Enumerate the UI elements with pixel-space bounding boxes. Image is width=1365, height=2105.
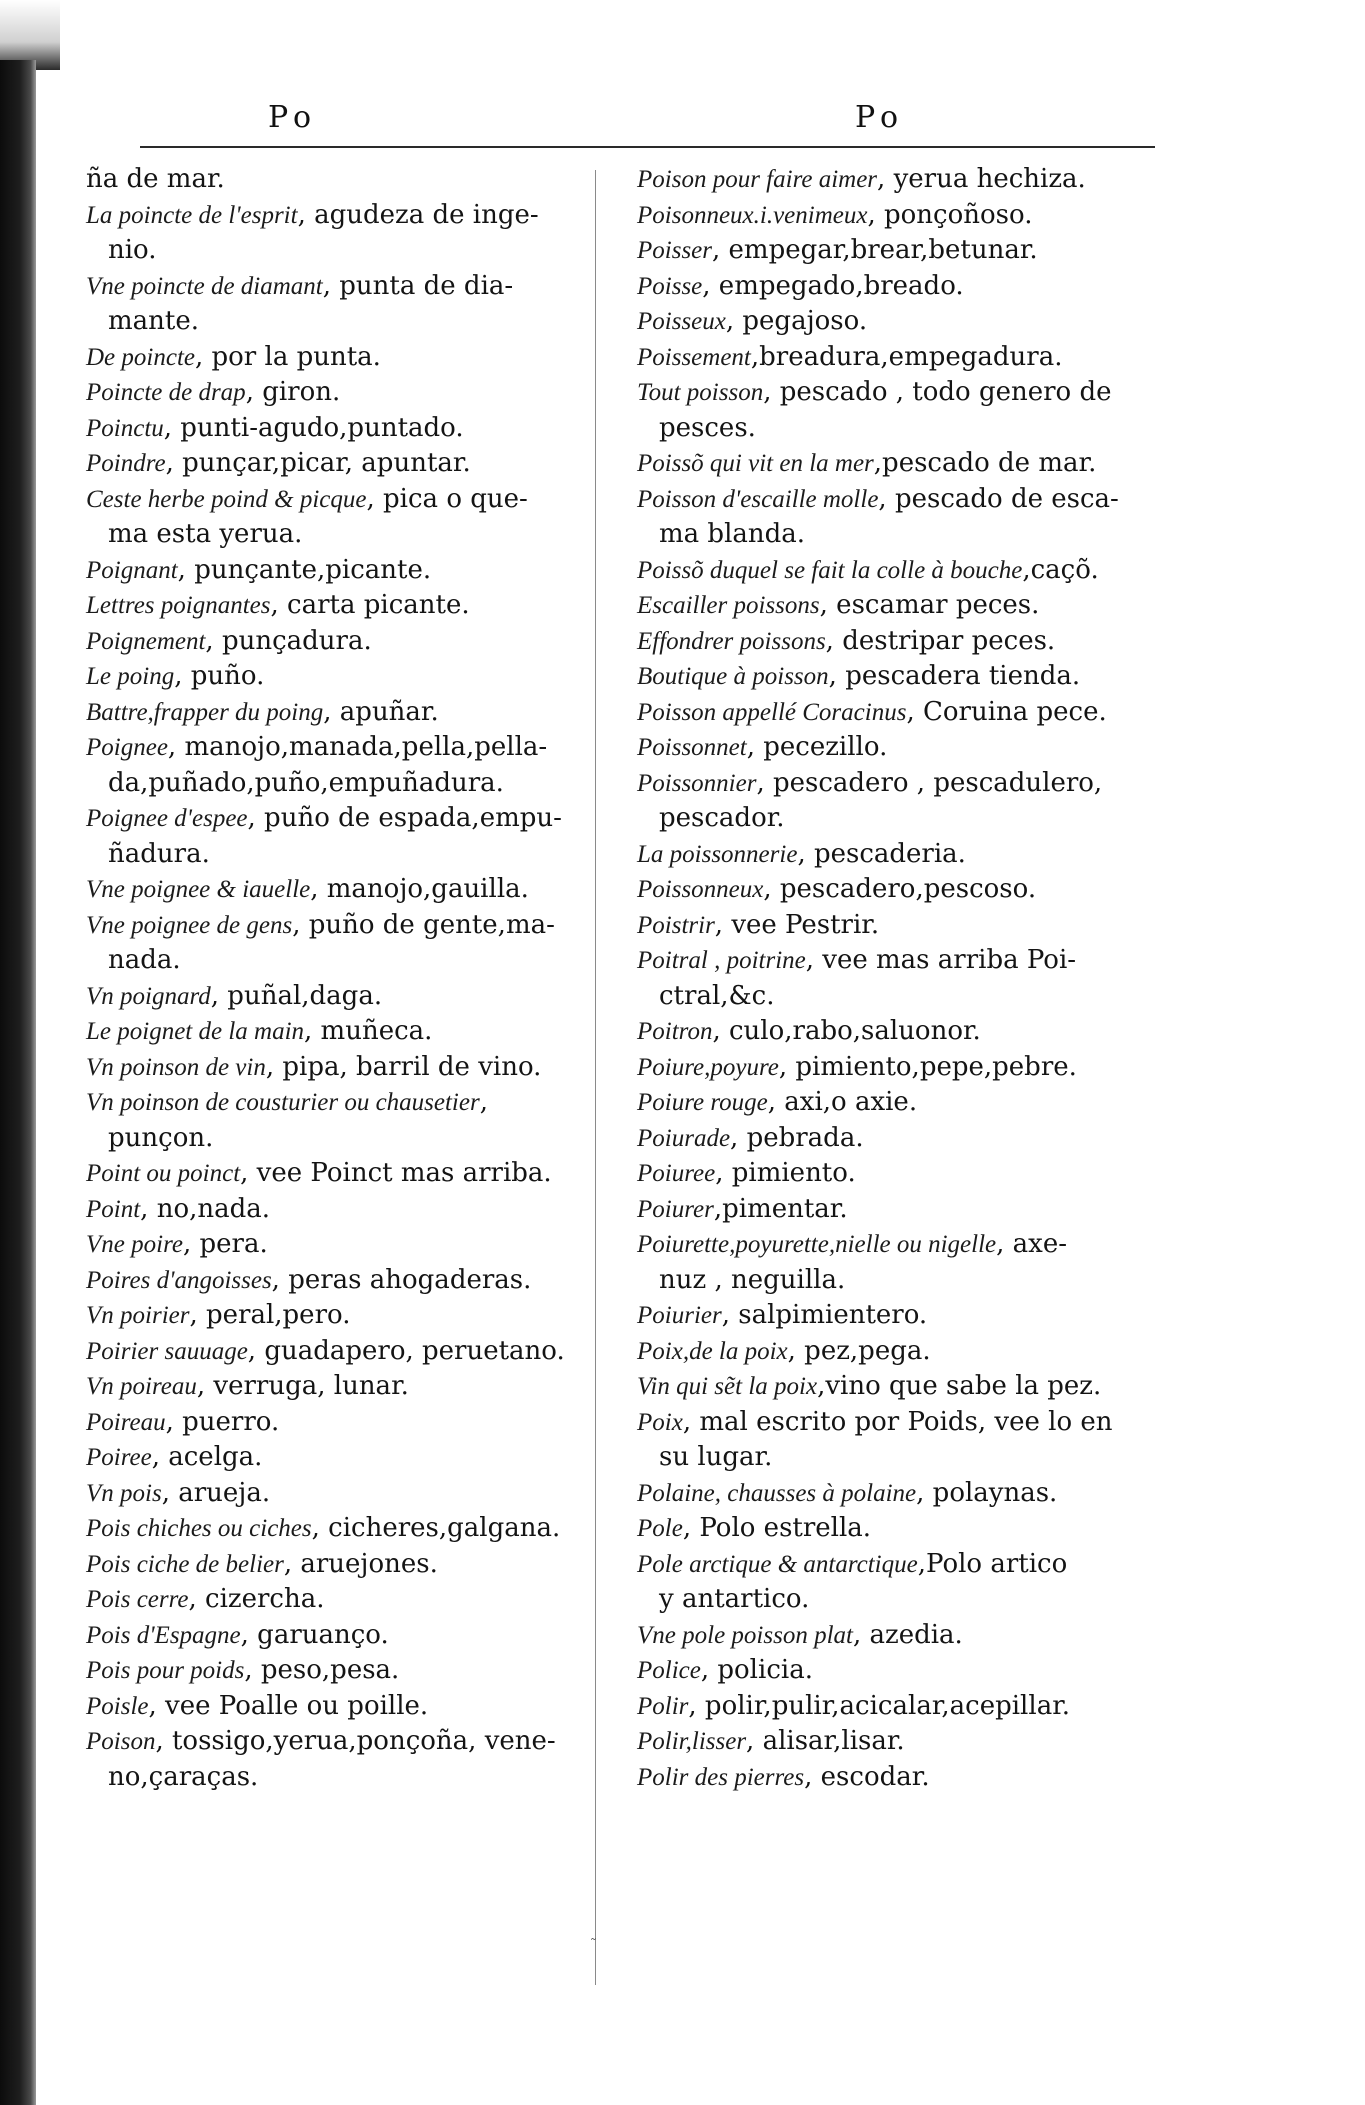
dictionary-line — [637, 1014, 1172, 1050]
entry-headword: Poissonnier — [637, 769, 757, 797]
entry-headword: Vn poireau — [86, 1373, 197, 1400]
entry-headword: Vn poirier — [86, 1302, 190, 1329]
dictionary-line — [86, 1085, 581, 1121]
entry-headword: Poix,de la poix — [637, 1337, 788, 1365]
entry-definition: , pescaderia. — [797, 838, 966, 869]
entry-headword: Poistrir — [637, 911, 715, 939]
entry-headword: Poiurer — [637, 1195, 714, 1223]
dictionary-line — [86, 730, 581, 766]
dictionary-line — [86, 1156, 581, 1192]
dictionary-line — [86, 1618, 581, 1654]
entry-definition: , pescadera tienda. — [828, 661, 1081, 691]
entry-definition: , cizercha. — [188, 1584, 325, 1614]
entry-headword: Poissonnet — [637, 734, 747, 761]
entry-headword: Poissõ qui vit en la mer — [637, 450, 874, 477]
entry-definition: , punçante,picante. — [177, 554, 432, 585]
entry-definition: , arueja. — [161, 1477, 271, 1508]
entry-headword: Vne pole poisson plat — [637, 1621, 853, 1649]
entry-headword: Poix — [637, 1408, 683, 1436]
entry-definition: , pescado de esca- — [878, 483, 1119, 514]
entry-definition: , puño. — [174, 661, 265, 691]
dictionary-line — [637, 233, 1172, 269]
entry-definition: , peral,pero. — [189, 1300, 351, 1330]
entry-headword: Poiurade — [637, 1124, 731, 1152]
entry-headword: Le poignet de la main — [86, 1018, 305, 1045]
dictionary-line — [86, 553, 581, 589]
entry-headword: Pois cerre — [86, 1586, 189, 1613]
entry-headword: Poires d'angoisses — [86, 1266, 272, 1294]
dictionary-line — [86, 1582, 581, 1618]
dictionary-line — [637, 659, 1172, 695]
dictionary-line — [637, 1689, 1172, 1725]
entry-headword: Poiure rouge — [637, 1089, 768, 1116]
entry-definition: , garuanço. — [240, 1619, 389, 1650]
entry-headword: Boutique à poisson — [637, 663, 829, 690]
dictionary-line — [86, 1760, 581, 1796]
entry-definition: ma blanda. — [659, 519, 806, 549]
entry-headword: Poiree — [86, 1444, 152, 1471]
entry-definition: , puerro. — [165, 1406, 280, 1437]
entry-definition: no,çaraças. — [108, 1761, 259, 1792]
entry-definition: , punti-agudo,puntado. — [163, 412, 464, 443]
dictionary-line — [86, 624, 581, 660]
entry-definition: , polaynas. — [916, 1477, 1058, 1508]
entry-definition: , culo,rabo,saluonor. — [712, 1016, 981, 1046]
entry-headword: Poincte de drap — [86, 379, 246, 406]
dictionary-line — [86, 304, 581, 340]
dictionary-line — [637, 695, 1172, 731]
dictionary-line — [637, 1369, 1172, 1405]
dictionary-line — [637, 1263, 1172, 1299]
entry-definition: , verruga, lunar. — [196, 1371, 409, 1401]
dictionary-line — [86, 1653, 581, 1689]
entry-headword: Vne poignee & iauelle — [86, 876, 311, 903]
entry-headword: Pois ciche de belier — [86, 1550, 284, 1578]
entry-headword: La poissonnerie — [637, 840, 798, 868]
dictionary-line — [637, 517, 1172, 553]
entry-definition: , no,nada. — [140, 1193, 271, 1224]
entry-definition: nio. — [108, 235, 157, 265]
entry-definition: ,Polo artico — [917, 1548, 1068, 1579]
entry-headword: Poirier sauuage — [86, 1337, 248, 1365]
dictionary-line — [86, 517, 581, 553]
entry-definition: , vee Pestrir. — [714, 909, 880, 940]
entry-definition: y antartico. — [659, 1584, 810, 1614]
entry-definition: , manojo,gauilla. — [310, 874, 529, 904]
dictionary-line — [637, 304, 1172, 340]
dictionary-line — [86, 943, 581, 979]
entry-definition: ,caçõ. — [1022, 554, 1099, 585]
entry-definition: , pimiento,pepe,pebre. — [778, 1051, 1077, 1082]
entry-headword: Poissonneux — [637, 876, 764, 903]
dictionary-line — [637, 1192, 1172, 1228]
dictionary-line — [86, 1405, 581, 1441]
entry-headword: Poison — [86, 1728, 156, 1755]
dictionary-line — [86, 588, 581, 624]
entry-headword: Poisser — [637, 237, 712, 264]
entry-headword: Poignant — [86, 556, 178, 584]
header-rule — [140, 146, 1155, 148]
entry-headword: Lettres poignantes — [86, 592, 271, 619]
dictionary-line — [637, 446, 1172, 482]
entry-definition: , manojo,manada,pella,pella- — [167, 732, 548, 762]
entry-headword: Polir des pierres — [637, 1763, 805, 1791]
entry-headword: Ceste herbe poind & picque — [86, 485, 367, 513]
running-head-right: Po — [855, 100, 905, 135]
entry-headword: Vn poignard — [86, 982, 211, 1010]
dictionary-line — [86, 233, 581, 269]
entry-headword: Point — [86, 1195, 141, 1223]
dictionary-line — [86, 766, 581, 802]
dictionary-line — [86, 411, 581, 447]
dictionary-line — [637, 482, 1172, 518]
entry-headword: Poisson d'escaille molle — [637, 485, 879, 513]
entry-definition: , salpimientero. — [721, 1300, 928, 1330]
entry-headword: Escailler poissons — [637, 592, 820, 619]
entry-headword: Poiure,poyure — [637, 1053, 779, 1081]
dictionary-line — [86, 1227, 581, 1263]
entry-definition: , yerua hechiza. — [877, 164, 1086, 194]
dictionary-line — [637, 1547, 1172, 1583]
entry-definition: pescador. — [659, 803, 785, 833]
entry-headword: Vn pois — [86, 1479, 162, 1507]
entry-headword: Poissõ duquel se fait la colle à bouche — [637, 556, 1023, 584]
dictionary-line — [637, 588, 1172, 624]
entry-definition: , pipa, barril de vino. — [265, 1051, 542, 1082]
entry-definition: , alisar,lisar. — [746, 1726, 905, 1756]
entry-definition: , cicheres,galgana. — [311, 1513, 561, 1543]
dictionary-line — [86, 1050, 581, 1086]
entry-definition: , vee Poalle ou poille. — [148, 1690, 429, 1721]
entry-definition: , acelga. — [151, 1442, 263, 1472]
entry-headword: Pois d'Espagne — [86, 1621, 241, 1649]
entry-headword: Poisse — [637, 272, 703, 300]
dictionary-line — [86, 1263, 581, 1299]
entry-definition: , pimiento. — [715, 1158, 856, 1188]
dictionary-line — [637, 801, 1172, 837]
entry-headword: Poitral , poitrine — [637, 947, 806, 974]
entry-definition: , puñal,daga. — [210, 980, 383, 1011]
entry-definition: , aruejones. — [283, 1548, 438, 1579]
entry-definition: , carta picante. — [270, 590, 470, 620]
entry-headword: Effondrer poissons — [637, 627, 826, 655]
dictionary-line — [86, 375, 581, 411]
dictionary-line — [86, 801, 581, 837]
entry-headword: Vin qui sẽt la poix — [637, 1373, 818, 1400]
entry-definition: ma esta yerua. — [108, 519, 303, 549]
dictionary-line — [637, 730, 1172, 766]
dictionary-line — [86, 1511, 581, 1547]
entry-headword: La poincte de l'esprit — [86, 201, 298, 229]
dictionary-line — [86, 340, 581, 376]
entry-headword: Le poing — [86, 663, 175, 690]
entry-definition: , Coruina pece. — [906, 696, 1107, 727]
entry-definition: , pica o que- — [366, 483, 528, 514]
dictionary-line — [86, 1121, 581, 1157]
entry-definition: , vee mas arriba Poi- — [805, 945, 1077, 975]
entry-definition: pesces. — [659, 412, 756, 443]
dictionary-line — [86, 1476, 581, 1512]
entry-definition: mante. — [108, 306, 199, 336]
left-column — [86, 162, 581, 1795]
dictionary-line — [637, 1227, 1172, 1263]
entry-definition: , pegajoso. — [725, 306, 868, 336]
dictionary-line — [86, 1689, 581, 1725]
entry-headword: Poisle — [86, 1692, 149, 1720]
dictionary-line — [86, 659, 581, 695]
entry-definition: , escodar. — [804, 1761, 930, 1792]
dictionary-line — [86, 269, 581, 305]
dictionary-line — [637, 1156, 1172, 1192]
entry-headword: Battre,frapper du poing — [86, 698, 324, 726]
entry-definition: ña de mar. — [86, 164, 225, 194]
entry-headword: Poignement — [86, 627, 206, 655]
entry-definition: , puño de gente,ma- — [292, 909, 555, 940]
entry-definition: , azedia. — [852, 1619, 963, 1650]
dictionary-line — [637, 1050, 1172, 1086]
entry-definition: , tossigo,yerua,ponçoña, vene- — [155, 1726, 556, 1756]
entry-definition: , guadapero, peruetano. — [247, 1335, 565, 1366]
entry-definition: nuz , neguilla. — [659, 1264, 846, 1295]
entry-definition: ,breadura,empegadura. — [750, 341, 1063, 372]
dictionary-line — [86, 446, 581, 482]
entry-headword: Poisseux — [637, 308, 726, 335]
dictionary-line — [86, 482, 581, 518]
entry-headword: Poiurette,poyurette,nielle ou nigelle — [637, 1231, 997, 1258]
dictionary-line — [637, 269, 1172, 305]
entry-definition: , vee Poinct mas arriba. — [240, 1158, 552, 1188]
entry-definition: , pera. — [182, 1229, 268, 1259]
dictionary-line — [637, 375, 1172, 411]
entry-definition: , agudeza de inge- — [297, 199, 539, 230]
entry-definition: , escamar peces. — [819, 590, 1040, 620]
entry-headword: Point ou poinct — [86, 1160, 241, 1187]
right-column — [637, 162, 1172, 1795]
entry-definition: , punta de dia- — [322, 270, 514, 301]
entry-definition: , empegar,brear,betunar. — [712, 235, 1038, 265]
entry-definition: , polir,pulir,acicalar,acepillar. — [688, 1690, 1071, 1721]
entry-definition: , muñeca. — [304, 1016, 433, 1046]
entry-headword: Poindre — [86, 450, 166, 477]
entry-headword: Polir,lisser — [637, 1728, 747, 1755]
entry-definition: su lugar. — [659, 1442, 773, 1472]
entry-headword: Poiuree — [637, 1160, 716, 1187]
dictionary-line — [637, 1511, 1172, 1547]
column-divider — [595, 170, 596, 1985]
dictionary-line — [86, 1369, 581, 1405]
dictionary-line — [637, 1476, 1172, 1512]
dictionary-line — [637, 162, 1172, 198]
entry-definition: , — [479, 1087, 488, 1117]
entry-headword: Police — [637, 1657, 701, 1684]
dictionary-line — [637, 1582, 1172, 1618]
entry-headword: Vne poignee de gens — [86, 911, 293, 939]
entry-definition: , Polo estrella. — [682, 1513, 872, 1543]
entry-definition: , pez,pega. — [787, 1335, 931, 1366]
entry-headword: Pois chiches ou ciches — [86, 1515, 312, 1542]
entry-headword: Poissement — [637, 343, 751, 371]
entry-definition: , puño de espada,empu- — [247, 803, 562, 833]
entry-definition: , axe- — [996, 1229, 1068, 1259]
dictionary-line — [637, 872, 1172, 908]
dictionary-line — [637, 340, 1172, 376]
dictionary-line — [637, 1618, 1172, 1654]
entry-definition: ,vino que sabe la pez. — [817, 1371, 1102, 1401]
entry-headword: Pois pour poids — [86, 1657, 245, 1684]
dictionary-line — [637, 553, 1172, 589]
entry-definition: , empegado,breado. — [702, 270, 964, 301]
dictionary-line — [637, 1760, 1172, 1796]
dictionary-line — [637, 1440, 1172, 1476]
entry-definition: nada. — [108, 945, 181, 975]
entry-definition: , peso,pesa. — [244, 1655, 400, 1685]
entry-definition: , mal escrito por Poids, vee lo en — [682, 1406, 1113, 1437]
entry-headword: Poisson appellé Coracinus — [637, 698, 907, 726]
dictionary-line — [86, 1014, 581, 1050]
dictionary-line — [86, 695, 581, 731]
entry-headword: Poison pour faire aimer — [637, 166, 878, 193]
entry-definition: , apuñar. — [323, 696, 439, 727]
dictionary-line — [637, 1724, 1172, 1760]
dictionary-line — [86, 1334, 581, 1370]
entry-headword: Vn poinson de vin — [86, 1053, 266, 1081]
dictionary-line — [86, 1547, 581, 1583]
entry-definition: , destripar peces. — [825, 625, 1056, 656]
entry-definition: , pebrada. — [730, 1122, 864, 1153]
entry-definition: ,pimentar. — [713, 1193, 848, 1224]
dictionary-line — [637, 1121, 1172, 1157]
footer-mark: ˜ — [590, 1937, 597, 1953]
dictionary-line — [86, 1298, 581, 1334]
book-spine-shadow — [0, 60, 36, 2105]
dictionary-line — [86, 872, 581, 908]
dictionary-line — [637, 1085, 1172, 1121]
entry-definition: , giron. — [245, 377, 341, 407]
dictionary-line — [637, 1334, 1172, 1370]
entry-headword: Tout poisson — [637, 379, 764, 406]
entry-definition: , pescadero , pescadulero, — [756, 767, 1103, 798]
dictionary-line — [637, 624, 1172, 660]
entry-definition: , pescadero,pescoso. — [763, 874, 1037, 904]
entry-definition: da,puñado,puño,empuñadura. — [108, 767, 504, 798]
dictionary-line — [86, 1192, 581, 1228]
entry-headword: Vne poire — [86, 1231, 183, 1258]
dictionary-line — [637, 943, 1172, 979]
dictionary-line — [637, 1653, 1172, 1689]
dictionary-line — [86, 1724, 581, 1760]
entry-headword: De poincte — [86, 343, 195, 371]
entry-definition: , policia. — [700, 1655, 813, 1685]
entry-headword: Polaine, chausses à polaine — [637, 1479, 917, 1507]
dictionary-line — [637, 198, 1172, 234]
entry-definition: ñadura. — [108, 838, 210, 869]
dictionary-line — [637, 1405, 1172, 1441]
entry-definition: , pescado , todo genero de — [763, 377, 1112, 407]
entry-headword: Poignee d'espee — [86, 805, 248, 832]
entry-headword: Poinctu — [86, 414, 164, 442]
dictionary-line — [637, 908, 1172, 944]
dictionary-line — [86, 908, 581, 944]
entry-definition: ctral,&c. — [659, 980, 775, 1011]
dictionary-line — [637, 837, 1172, 873]
dictionary-line — [637, 1298, 1172, 1334]
entry-headword: Pole — [637, 1515, 683, 1542]
dictionary-line — [86, 979, 581, 1015]
dictionary-line — [86, 162, 581, 198]
entry-headword: Poisonneux.i.venimeux — [637, 201, 868, 229]
entry-definition: , pecezillo. — [746, 732, 888, 762]
entry-headword: Polir — [637, 1692, 689, 1720]
dictionary-line — [637, 411, 1172, 447]
dictionary-line — [637, 979, 1172, 1015]
entry-headword: Poitron — [637, 1018, 713, 1045]
entry-headword: Vne poincte de diamant — [86, 272, 323, 300]
entry-definition: ,pescado de mar. — [873, 448, 1097, 478]
running-head-left: Po — [268, 100, 318, 135]
entry-headword: Poireau — [86, 1408, 166, 1436]
entry-headword: Poiurier — [637, 1302, 722, 1329]
entry-definition: punçon. — [108, 1122, 214, 1153]
entry-definition: , punçar,picar, apuntar. — [165, 448, 471, 478]
entry-definition: , peras ahogaderas. — [271, 1264, 532, 1295]
entry-headword: Poignee — [86, 734, 168, 761]
entry-headword: Pole arctique & antarctique — [637, 1550, 918, 1578]
entry-definition: , por la punta. — [194, 341, 381, 372]
entry-definition: , ponçoñoso. — [867, 199, 1033, 230]
dictionary-line — [637, 766, 1172, 802]
dictionary-line — [86, 198, 581, 234]
dictionary-line — [86, 837, 581, 873]
dictionary-line — [86, 1440, 581, 1476]
entry-definition: , axi,o axie. — [767, 1087, 918, 1117]
entry-definition: , punçadura. — [205, 625, 372, 656]
entry-headword: Vn poinson de cousturier ou chausetier — [86, 1089, 480, 1116]
